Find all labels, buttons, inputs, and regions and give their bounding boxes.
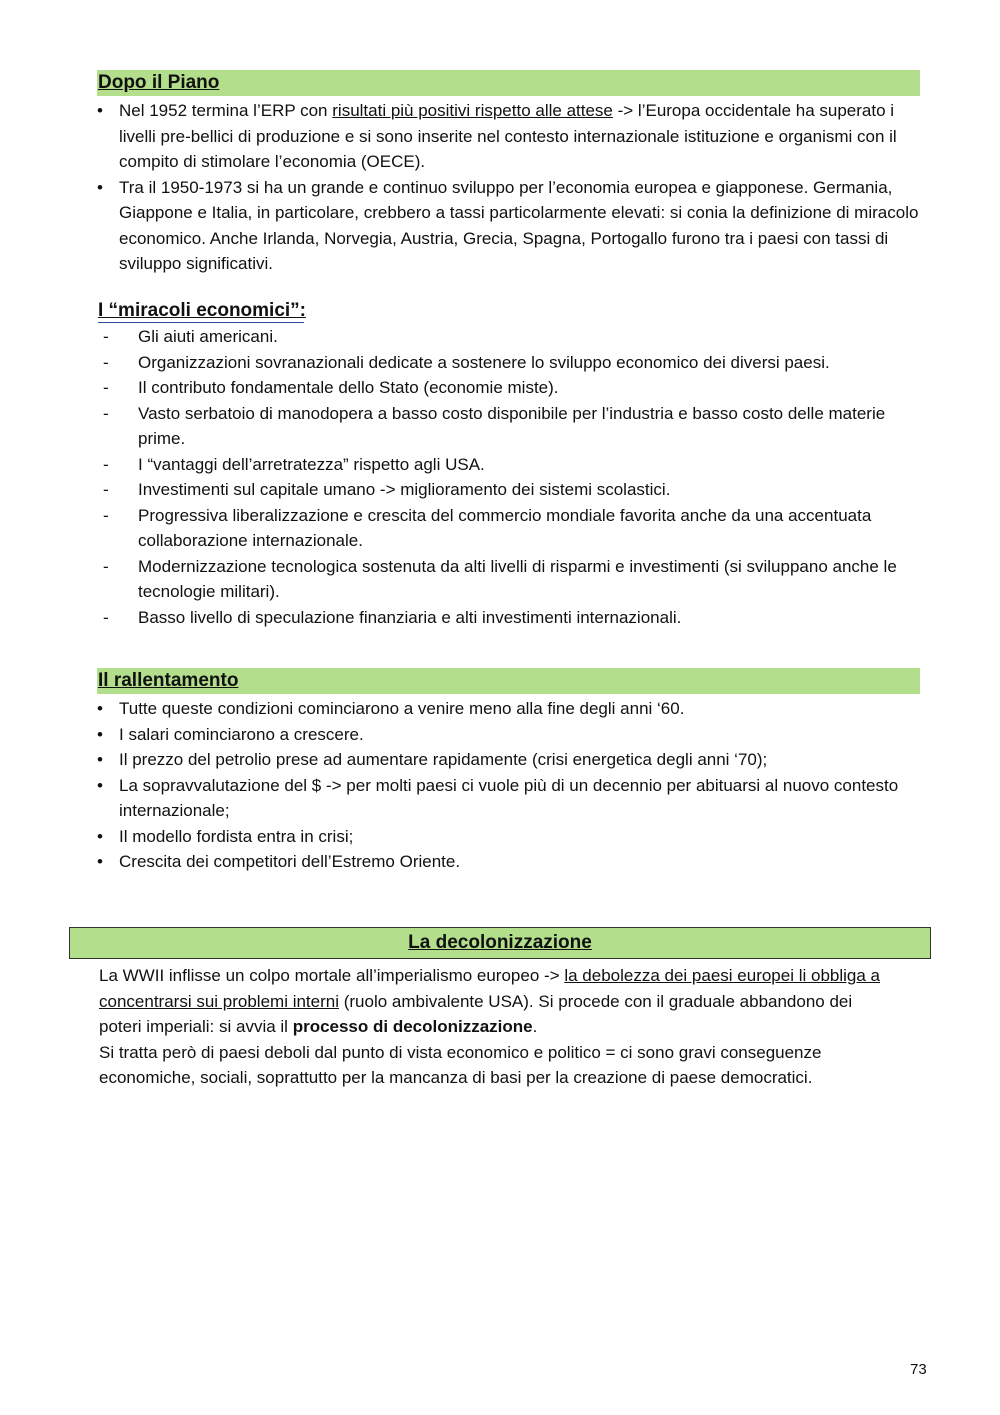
heading-text: Il rallentamento	[98, 670, 239, 691]
list-item: • Il prezzo del petrolio prese ad aumentare rapidamente (crisi energetica degli anni ‘70);	[119, 747, 931, 773]
list-item: • La sopravvalutazione del $ -> per molti paesi ci vuole più di un decennio per abituarsi al nuovo contesto internazionale;	[119, 773, 931, 824]
dash-icon: -	[103, 352, 109, 372]
bullet-icon: •	[97, 724, 103, 744]
dopo-il-piano-list	[97, 98, 931, 277]
bullet-icon: •	[97, 852, 103, 871]
bullet-icon: •	[97, 699, 103, 718]
bullet-icon: •	[97, 775, 103, 795]
dash-icon: -	[103, 327, 109, 346]
heading-text: La decolonizzazione	[408, 932, 592, 953]
list-item: • Tutte queste condizioni cominciarono a venire meno alla fine degli anni ‘60.	[119, 696, 931, 722]
bullet-icon: •	[97, 101, 103, 120]
list-item: • I salari cominciarono a crescere.	[119, 722, 931, 748]
section-heading-rallentamento	[97, 668, 920, 694]
dash-icon: -	[103, 480, 109, 499]
list-item: - Vasto serbatoio di manodopera a basso costo disponibile per l’industria e basso costo delle materie prime.	[138, 401, 930, 452]
bullet-icon: •	[97, 177, 103, 197]
dash-icon: -	[103, 378, 109, 397]
list-item: - Modernizzazione tecnologica sostenuta da alti livelli di risparmi e investimenti (si sviluppano anche le tecnologie militari).	[138, 554, 930, 605]
list-item: - Investimenti sul capitale umano -> miglioramento dei sistemi scolastici.	[138, 477, 930, 503]
list-item: • Il modello fordista entra in crisi;	[119, 824, 931, 850]
section-heading-miracoli: I “miracoli economici”:	[98, 300, 306, 321]
miracoli-list	[103, 324, 930, 630]
list-item: • Crescita dei competitori dell’Estremo Oriente.	[119, 849, 931, 875]
dash-icon: -	[103, 454, 109, 474]
heading-underline	[98, 322, 304, 323]
list-item: - I “vantaggi dell’arretratezza” rispetto agli USA.	[138, 452, 930, 478]
list-item: - Organizzazioni sovranazionali dedicate a sostenere lo sviluppo economico dei diversi paesi.	[138, 350, 930, 376]
heading-text: Dopo il Piano	[98, 72, 220, 93]
dash-icon: -	[103, 607, 109, 627]
dash-icon: -	[103, 505, 109, 525]
bullet-icon: •	[97, 826, 103, 846]
section-heading-dopo-il-piano	[97, 70, 920, 96]
list-item: • Tra il 1950-1973 si ha un grande e continuo sviluppo per l’economia europea e giapponese. Germania, Giappone e Italia, in particolare, crebbero a tassi particolarmente elevati: si conia la definizione di miracolo economico. Anche Irlanda, Norvegia, Austria, Grecia, Spagna, Portogallo furono tra i paesi con tassi di sviluppo significativi.	[119, 175, 931, 277]
list-item: - Progressiva liberalizzazione e crescita del commercio mondiale favorita anche da una accentuata collaborazione internazionale.	[138, 503, 930, 554]
section-heading-decolonizzazione	[69, 927, 931, 959]
decolonizzazione-paragraph: La WWII inflisse un colpo mortale all’imperialismo europeo -> la debolezza dei paesi europei li obbliga a concentrarsi sui problemi interni (ruolo ambivalente USA). Si procede con il graduale abbandono dei poteri imperiali: si avvia il processo di decolonizzazione. Si tratta però di paesi deboli dal punto di vista economico e politico = ci sono gravi conseguenze economiche, sociali, soprattutto per la mancanza di basi per la creazione di paese democratici.	[99, 966, 880, 1087]
bullet-icon: •	[97, 750, 103, 769]
dash-icon: -	[103, 403, 109, 423]
page-number: 73	[910, 1361, 927, 1378]
rallentamento-list	[97, 696, 931, 875]
list-item: - Il contributo fondamentale dello Stato (economie miste).	[138, 375, 930, 401]
dash-icon: -	[103, 556, 109, 576]
list-item: • Nel 1952 termina l’ERP con risultati più positivi rispetto alle attese -> l’Europa occidentale ha superato i livelli pre-bellici di produzione e si sono inserite nel contesto internazionale istituzione e organismi con il compito di stimolare l’economia (OECE).	[119, 98, 931, 175]
list-item: - Basso livello di speculazione finanziaria e alti investimenti internazionali.	[138, 605, 930, 631]
list-item: - Gli aiuti americani.	[138, 324, 930, 350]
